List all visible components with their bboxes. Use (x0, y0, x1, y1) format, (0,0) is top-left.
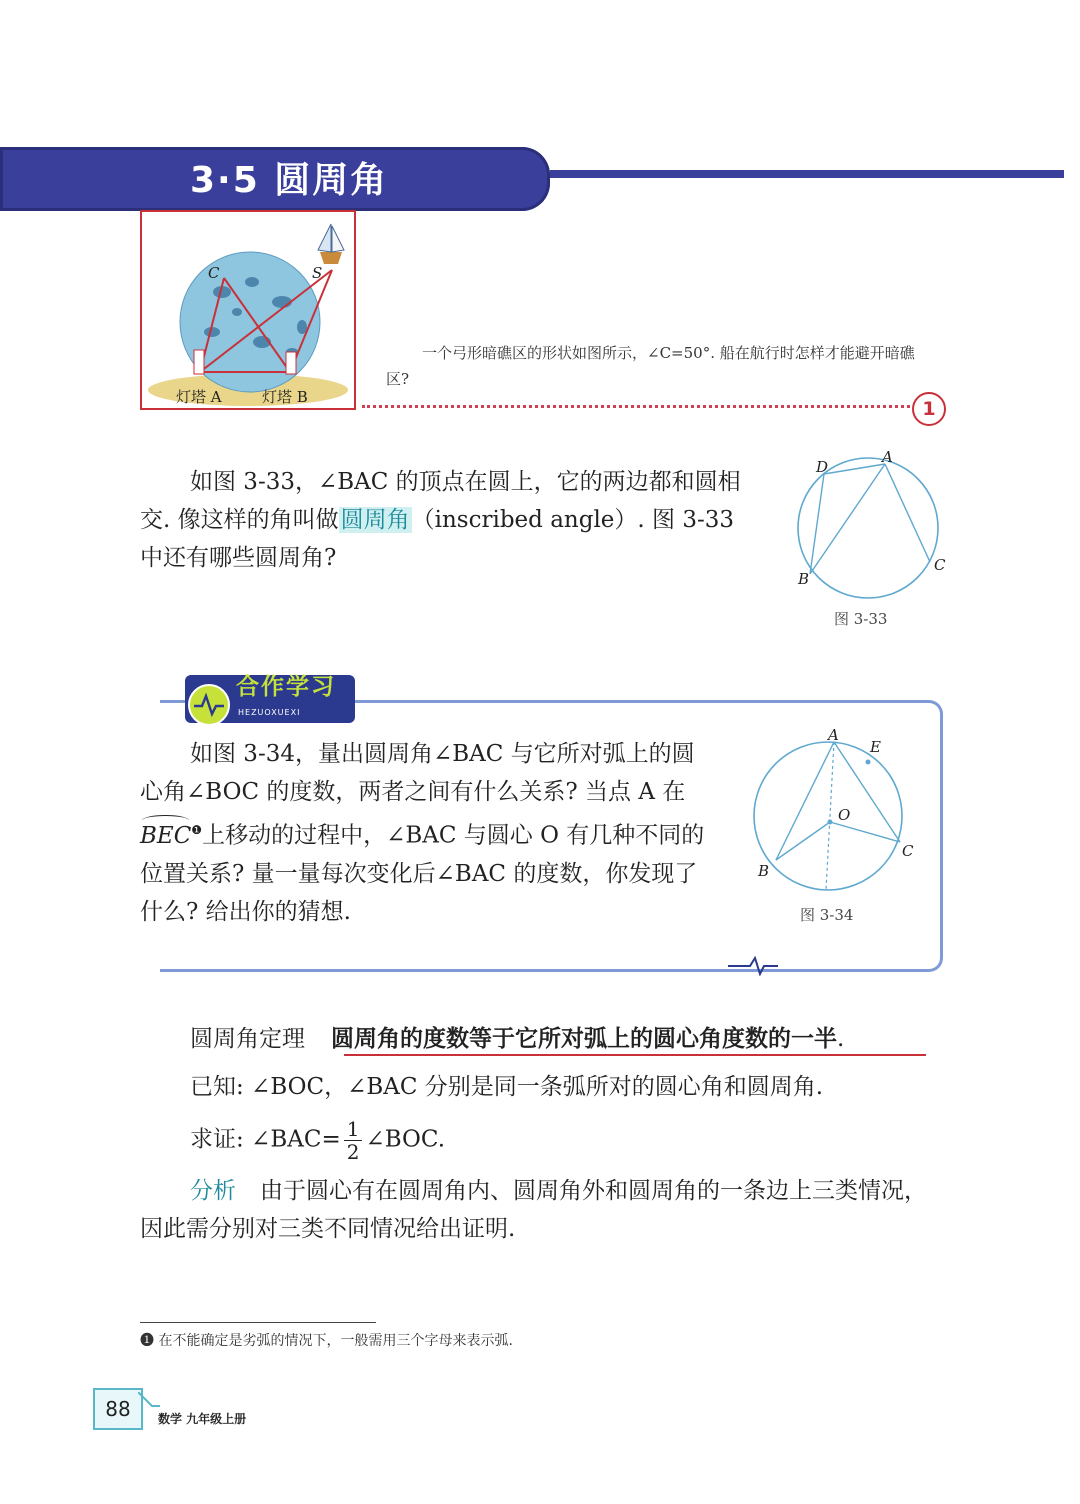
fraction-one-half (344, 1118, 363, 1163)
point-o-34: O (838, 806, 851, 824)
fraction-numerator: 1 (344, 1118, 363, 1141)
arc-bec: BEC (140, 817, 191, 855)
point-b-34: B (758, 862, 770, 880)
given-line: 已知: ∠BOC，∠BAC 分别是同一条弧所对的圆心角和圆周角. (190, 1074, 824, 1100)
label-s: S (312, 264, 323, 282)
figure-3-34 (750, 726, 930, 900)
cooperative-learning-subtitle: HEZUOXUEXI (238, 708, 301, 717)
definition-paragraph (140, 463, 760, 577)
reef-illustration (140, 210, 356, 410)
intro-text: 一个弓形暗礁区的形状如图所示，∠C=50°. 船在航行时怎样才能避开暗礁区? (386, 344, 915, 388)
book-label: 数学 九年级上册 (158, 1412, 247, 1426)
section-title: 3·5 圆周角 (190, 160, 389, 201)
point-b: B (798, 570, 810, 588)
definition-text-after: （inscribed angle）. 图 3-33 中还有哪些圆周角? (140, 507, 735, 571)
point-a: A (882, 448, 893, 466)
pulse-icon (728, 956, 778, 976)
point-c-34: C (902, 842, 914, 860)
point-a-34: A (828, 726, 839, 744)
header-rule (550, 170, 1064, 178)
label-c: C (208, 264, 220, 282)
cooperative-learning-title: 合作学习 (236, 674, 336, 700)
definition-text-before: 如图 3-33，∠BAC 的顶点在圆上，它的两边都和圆相交. 像这样的角叫做 (140, 469, 741, 533)
point-c: C (934, 556, 946, 574)
coop-line-5: 什么? 给出你的猜想. (140, 898, 351, 925)
figure-3-33-caption: 图 3-33 (834, 610, 888, 628)
theorem-line (190, 1020, 844, 1053)
term-inscribed-angle: 圆周角 (340, 507, 410, 533)
point-d: D (816, 458, 829, 476)
heartbeat-icon (188, 684, 230, 726)
label-lighthouse-a: 灯塔 A (176, 388, 222, 406)
figure-3-33-svg (790, 450, 950, 600)
cooperative-paragraph (140, 735, 735, 931)
analysis-paragraph (140, 1172, 946, 1248)
theorem-label: 圆周角定理 (190, 1026, 305, 1052)
point-e-34: E (870, 738, 881, 756)
coop-line-4: 位置关系? 量一量每次变化后∠BAC 的度数，你发现了 (140, 860, 698, 887)
coop-line-1: 如图 3-34，量出圆周角∠BAC 与它所对弧上的圆 (190, 741, 695, 767)
figure-3-33 (790, 450, 950, 600)
theorem-period: . (837, 1026, 845, 1052)
prove-suffix: ∠BOC. (365, 1126, 445, 1153)
fraction-denominator: 2 (346, 1140, 360, 1164)
problem-number-badge: 1 (912, 392, 946, 426)
dotted-divider (362, 405, 910, 408)
reef-illustration-svg (142, 212, 354, 408)
analysis-label: 分析 (190, 1178, 236, 1204)
figure-3-34-caption: 图 3-34 (800, 906, 854, 924)
footnote-marker: ❶ (191, 823, 203, 837)
coop-line-2: 心角∠BOC 的度数，两者之间有什么关系? 当点 A 在 (140, 779, 686, 805)
coop-line-3: 上移动的过程中，∠BAC 与圆心 O 有几种不同的 (202, 822, 705, 849)
theorem-underline (344, 1054, 926, 1056)
analysis-text: 由于圆心有在圆周角内、圆周角外和圆周角的一条边上三类情况，因此需分别对三类不同情况给出证明. (140, 1178, 927, 1242)
prove-prefix: 求证: ∠BAC= (190, 1126, 341, 1153)
footnote: ❶ 在不能确定是劣弧的情况下，一般需用三个字母来表示弧. (140, 1333, 513, 1349)
prove-line (190, 1118, 445, 1163)
footnote-rule (140, 1322, 376, 1323)
page-number: 88 (93, 1388, 143, 1430)
theorem-statement: 圆周角的度数等于它所对弧上的圆心角度数的一半 (331, 1026, 837, 1052)
label-lighthouse-b: 灯塔 B (262, 388, 308, 406)
